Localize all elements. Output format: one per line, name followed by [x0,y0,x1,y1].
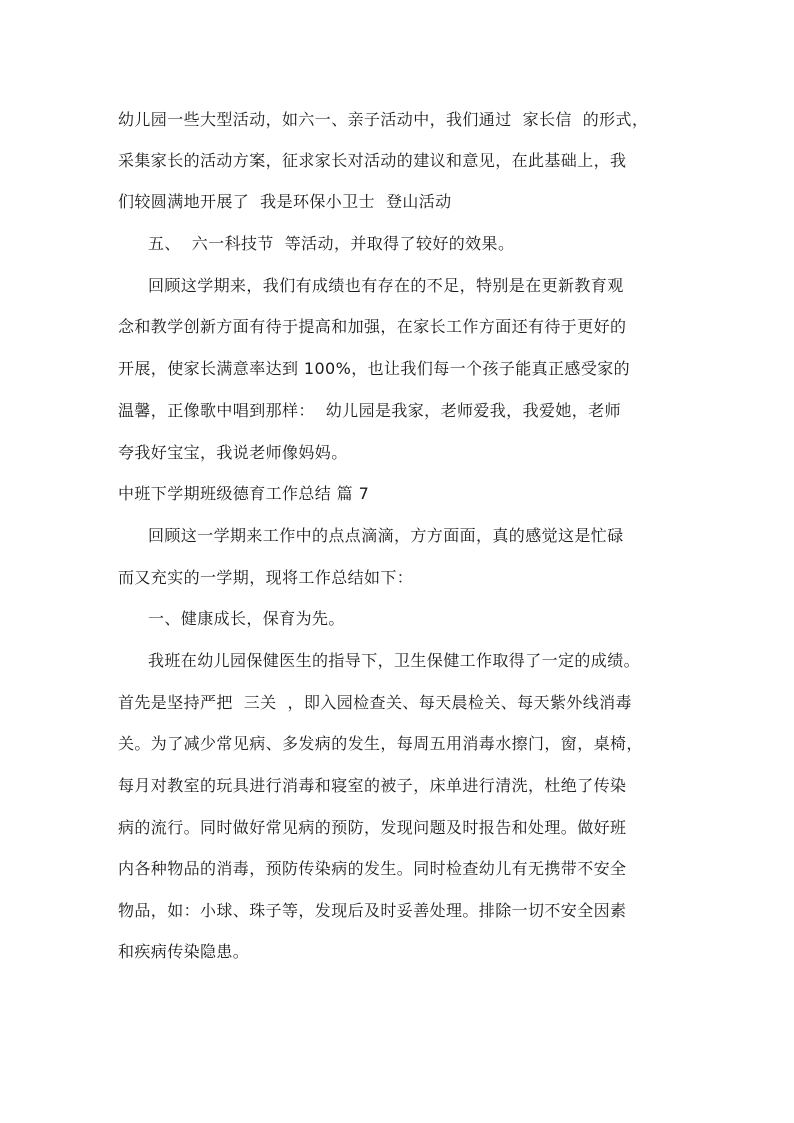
paragraph-line: 我班在幼儿园保健医生的指导下，卫生保健工作取得了一定的成绩。 [148,651,641,670]
paragraph-line: 五、 六一科技节 等活动，并取得了较好的效果。 [148,234,515,253]
paragraph-line: 采集家长的活动方案，征求家长对活动的建议和意见，在此基础上，我 [118,151,627,170]
paragraph-line: 幼儿园一些大型活动，如六一、亲子活动中，我们通过 家长信 的形式， [118,110,649,129]
paragraph-line: 温馨，正像歌中唱到那样： 幼儿园是我家，老师爱我，我爱她，老师 [118,401,621,420]
subheading-line: 一、健康成长，保育为先。 [148,609,345,628]
paragraph-line: 开展，使家长满意率达到 100%，也让我们每一个孩子能真正感受家的 [118,359,631,378]
paragraph-line: 内各种物品的消毒，预防传染病的发生。同时检查幼儿有无携带不安全 [118,859,627,878]
paragraph-line: 夸我好宝宝，我说老师像妈妈。 [118,443,348,462]
paragraph-line: 物品，如：小球、珠子等，发现后及时妥善处理。排除一切不安全因素 [118,901,627,920]
paragraph-line: 关。为了减少常见病、多发病的发生，每周五用消毒水擦门，窗，桌椅， [118,734,643,753]
paragraph-line: 回顾这学期来，我们有成绩也有存在的不足，特别是在更新教育观 [148,276,624,295]
section-heading: 中班下学期班级德育工作总结 篇 7 [118,484,370,503]
paragraph-line: 和疾病传染隐患。 [118,942,250,961]
paragraph-line: 病的流行。同时做好常见病的预防，发现问题及时报告和处理。做好班 [118,818,627,837]
paragraph-line: 首先是坚持严把 三关 ，即入园检查关、每天晨检关、每天紫外线消毒 [118,693,632,712]
paragraph-line: 每月对教室的玩具进行消毒和寝室的被子，床单进行清洗，杜绝了传染 [118,776,627,795]
paragraph-line: 回顾这一学期来工作中的点点滴滴，方方面面，真的感觉这是忙碌 [148,526,624,545]
paragraph-line: 们较圆满地开展了 我是环保小卫士 登山活动 [118,192,452,211]
paragraph-line: 念和教学创新方面有待于提高和加强，在家长工作方面还有待于更好的 [118,317,627,336]
paragraph-line: 而又充实的一学期，现将工作总结如下： [118,568,414,587]
